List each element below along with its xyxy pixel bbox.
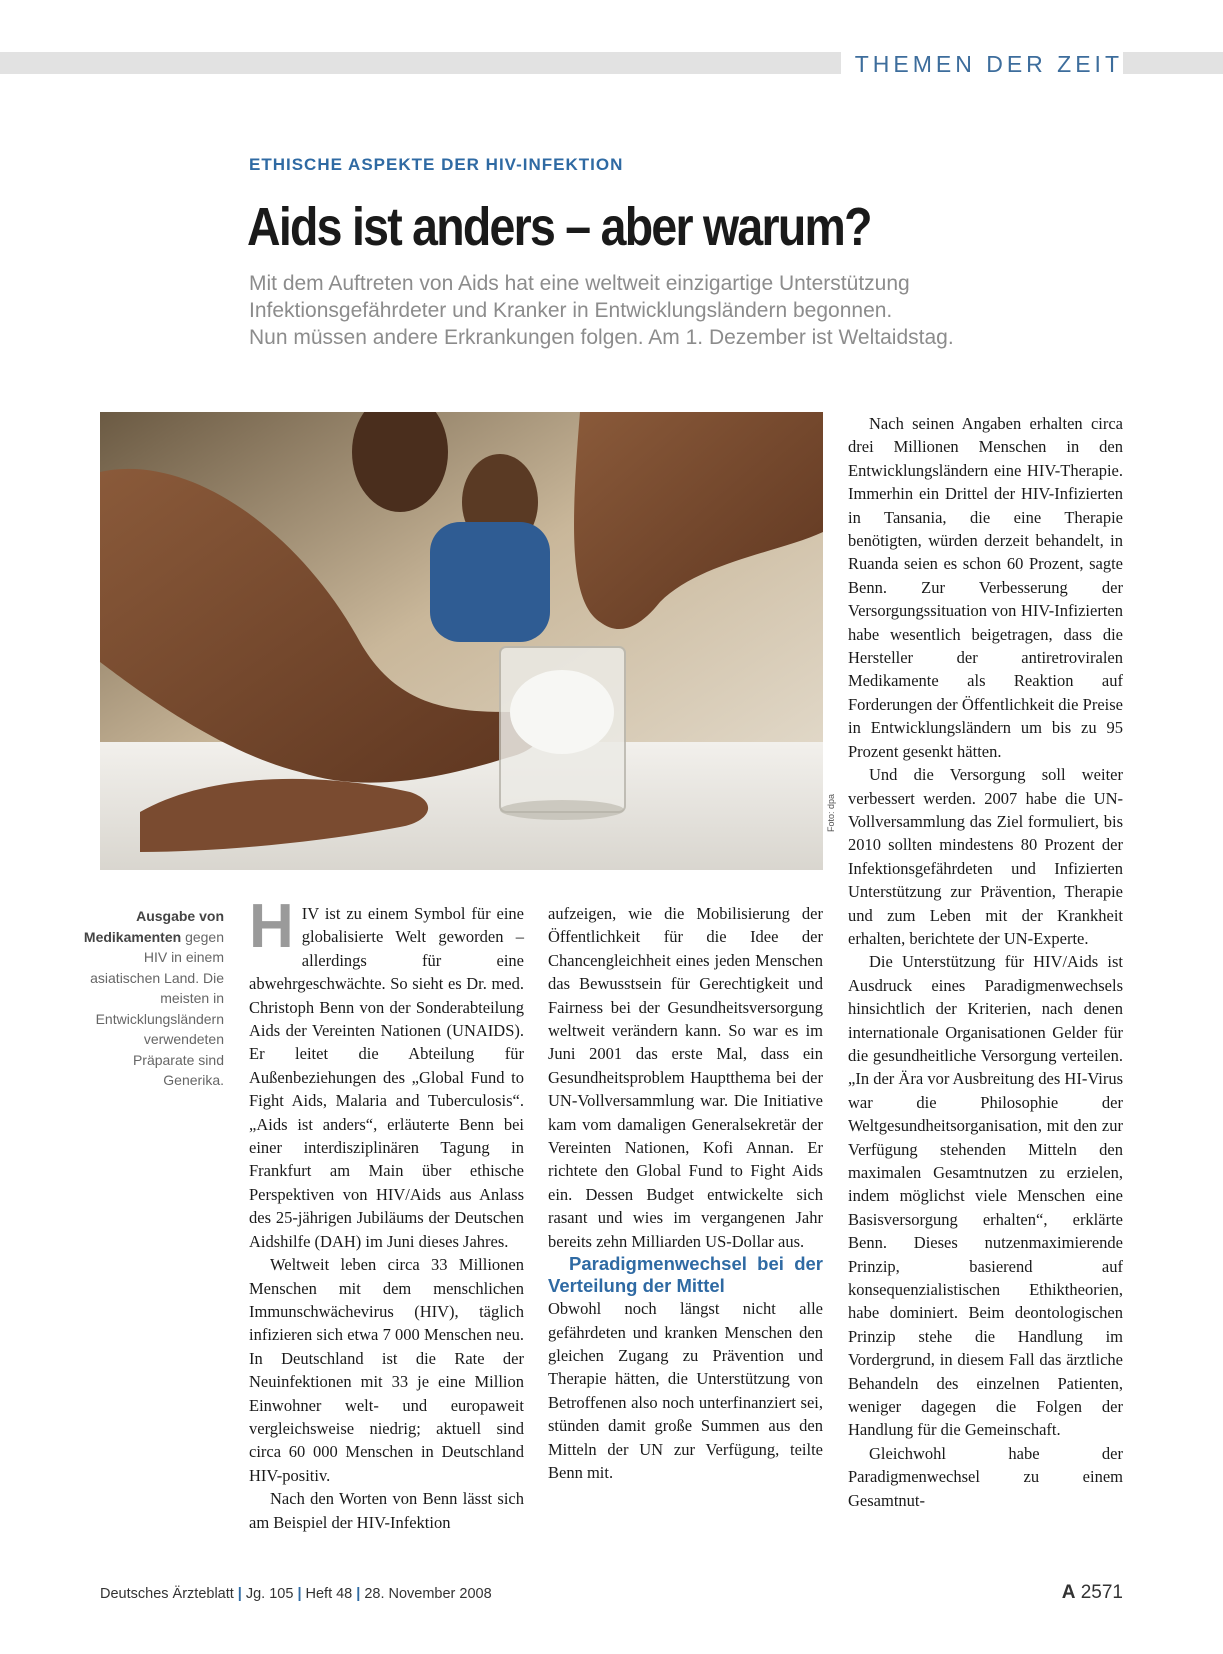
journal-name: Deutsches Ärzteblatt <box>100 1586 234 1602</box>
footer-separator: | <box>237 1586 242 1602</box>
paragraph: Und die Versorgung soll weiter verbessert werden. 2007 habe die UN-Vollversammlung das Ziel formuliert, bis 2010 sollten mindestens 80 Prozent der Infektionsgefährdeten und Infizierten Unterstützung zur Prävention, Therapie und zum Leben mit der Krankheit erhalten, berichtete der UN-Experte. <box>848 765 1123 948</box>
dropcap: H <box>249 892 294 961</box>
caption-text: gegen HIV in einem asiatischen Land. Die meisten in Entwicklungsländern verwendeten Präparate sind Generika. <box>90 928 224 1088</box>
medication-photo-illustration <box>100 412 823 870</box>
photo-credit: Foto: dpa <box>826 793 836 832</box>
paragraph: Gleichwohl habe der Paradigmenwechsel zu einem Gesamtnut- <box>848 1443 1123 1510</box>
lead-line: Mit dem Auftreten von Aids hat eine weltweit einzigartige Unterstützung <box>249 272 910 295</box>
article-lead <box>249 270 1069 351</box>
lead-line: Nun müssen andere Erkrankungen folgen. Am 1. Dezember ist Weltaidstag. <box>249 326 954 349</box>
section-label: THEMEN DER ZEIT <box>841 50 1123 78</box>
paragraph: Obwohl noch längst nicht alle gefährdeten und kranken Menschen den gleichen Zugang zu Prävention und Therapie hätten, die Unterstützung von Betroffenen also noch unterfinanziert sei, stünden damit große Summen aus den Mitteln der UN zur Verfügung, teilte Benn mit. <box>548 1299 823 1482</box>
article-column-3 <box>848 412 1123 1512</box>
article-column-1 <box>249 892 524 1534</box>
lead-line: Infektionsgefährdeter und Kranker in Entwicklungsländern begonnen. <box>249 299 893 322</box>
footer <box>100 1586 492 1602</box>
footer-separator: | <box>297 1586 302 1602</box>
article-title: Aids ist anders – aber warum? <box>247 197 871 257</box>
article-photo <box>100 412 823 870</box>
paragraph <box>249 892 524 1253</box>
caption-bold: Ausgabe von Medikamenten <box>83 908 224 945</box>
page-number-value: 2571 <box>1080 1582 1123 1603</box>
journal-issue: Heft 48 <box>305 1586 353 1602</box>
page-number <box>1062 1582 1123 1604</box>
paragraph: Nach den Worten von Benn lässt sich am Beispiel der HIV-Infektion <box>249 1489 524 1532</box>
photo-caption <box>80 906 224 1091</box>
footer-separator: | <box>356 1586 361 1602</box>
subheading: Paradigmenwechsel bei der Verteilung der Mittel <box>548 1253 823 1297</box>
article-kicker: ETHISCHE ASPEKTE DER HIV-INFEKTION <box>249 155 624 174</box>
journal-volume: Jg. 105 <box>245 1586 294 1602</box>
paragraph: aufzeigen, wie die Mobilisierung der Öffentlichkeit für die Idee der Chancengleichheit eines jeden Menschen das Bewusstsein für Gerechtigkeit und Fairness bei der Gesundheitsversorgung weltweit verändern kann. So war es im Juni 2001 das erste Mal, dass ein Gesundheitsproblem Hauptthema bei der UN-Vollversammlung war. Die Initiative kam vom damaligen Generalsekretär der Vereinten Nationen, Kofi Annan. Er richtete den Global Fund to Fight Aids ein. Dessen Budget entwickelte sich rasant und wies im vergangenen Jahr bereits zehn Milliarden US-Dollar aus. <box>548 904 823 1251</box>
page-prefix: A <box>1061 1582 1076 1603</box>
article-column-2 <box>548 902 823 1484</box>
paragraph: Die Unterstützung für HIV/Aids ist Ausdruck eines Paradigmenwechsels hinsichtlich der Kriterien, nach denen internationale Organisationen Gelder für die gesundheitliche Versorgung verteilen. „In der Ära vor Ausbreitung des HI-Virus war die Philosophie der Weltgesundheitsorganisation, mit den zur Verfügung stehenden Mitteln den maximalen Gesamtnutzen zu erzielen, indem möglichst viele Menschen eine Basisversorgung erhalten“, erklärte Benn. Dieses nutzenmaximierende Prinzip, basierend auf konsequenzialistischen Ethiktheorien, habe dominiert. Beim deontologischen Prinzip stehe die Handlung im Vordergrund, in diesem Fall das ärztliche Behandeln des einzelnen Patienten, weniger dagegen die Folgen der Handlung für die Gemeinschaft. <box>848 952 1123 1440</box>
issue-date: 28. November 2008 <box>364 1586 492 1602</box>
paragraph: Nach seinen Angaben erhalten circa drei Millionen Menschen in den Entwicklungsländern eine HIV-Therapie. Immerhin ein Drittel der HIV-Infizierten in Tansania, die eine Therapie benötigten, würden derzeit behandelt, in Ruanda seien es schon 60 Prozent, sagte Benn. Zur Verbesserung der Versorgungssituation von HIV-Infizierten habe wesentlich beigetragen, dass die Hersteller der antiretroviralen Medikamente als Reaktion auf Forderungen der Öffentlichkeit die Preise in Entwicklungsländern um bis zu 95 Prozent gesenkt hätten. <box>848 414 1123 761</box>
paragraph: Weltweit leben circa 33 Millionen Menschen mit dem menschlichen Immunschwächevirus (HIV), täglich infizieren sich etwa 7 000 Menschen neu. In Deutschland ist die Rate der Neuinfektionen mit 33 je eine Million Einwohner welt- und europaweit vergleichsweise niedrig; aktuell sind circa 60 000 Menschen in Deutschland HIV-positiv. <box>249 1255 524 1485</box>
paragraph-text: IV ist zu einem Symbol für eine globalisierte Welt geworden – allerdings für eine abwehrgeschwächte. So sieht es Dr. med. Christoph Benn von der Sonderabteilung Aids der Vereinten Nationen (UNAIDS). Er leitet die Abteilung für Außenbeziehungen des „Global Fund to Fight Aids, Malaria and Tuberculosis“. „Aids ist anders“, erläuterte Benn bei einer interdisziplinären Tagung in Frankfurt am Main über ethische Perspektiven von HIV/Aids aus Anlass des 25-jährigen Jubiläums der Deutschen Aidshilfe (DAH) im Juni dieses Jahres. <box>249 904 524 1251</box>
